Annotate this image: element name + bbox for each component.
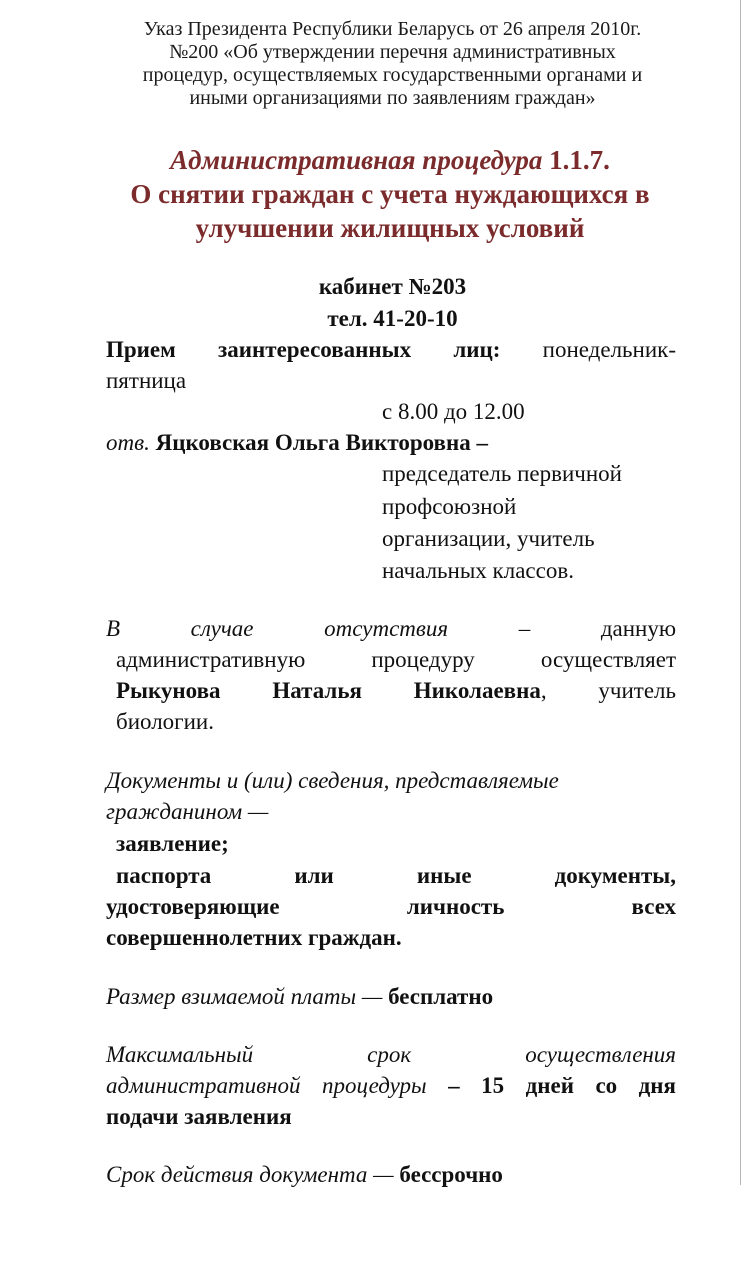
documents-item2-line3: совершеннолетних граждан. — [106, 925, 402, 950]
documents-word: личность — [406, 894, 505, 919]
responsible-role-line: профсоюзной — [382, 494, 517, 519]
responsible-prefix: отв. — [106, 430, 150, 455]
substitute-name-word: Николаевна — [413, 678, 541, 703]
procedure-title — [90, 143, 690, 245]
decree-line: процедур, осуществляемых государственными органами и — [142, 64, 643, 86]
term-line2 — [106, 1071, 676, 1101]
reception-label: Прием заинтересованных лиц: — [106, 337, 501, 362]
fee-line — [106, 982, 493, 1012]
absence-line2 — [116, 645, 676, 675]
term-line3: подачи заявления — [106, 1104, 292, 1129]
responsible-role-line: организации, учитель — [382, 526, 595, 551]
absence-word: осуществляет — [540, 647, 677, 672]
decree-line: №200 «Об утверждении перечня административных — [169, 41, 616, 63]
documents-word: паспорта — [116, 863, 212, 888]
absence-line4: биологии. — [116, 709, 214, 734]
responsible-name: Яцковская Ольга Викторовна – — [155, 430, 488, 455]
term-word: осуществления — [525, 1042, 677, 1067]
documents-word: документы, — [554, 863, 676, 888]
decree-line: иными организациями по заявлениям граждан» — [189, 87, 596, 109]
procedure-name-line1: О снятии граждан с учета нуждающихся в — [130, 179, 650, 209]
procedure-label: Административная процедура — [170, 145, 543, 175]
reception-hours: с 8.00 до 12.00 — [382, 399, 525, 424]
documents-item2-line1 — [116, 861, 676, 891]
substitute-role: , учитель — [540, 678, 677, 703]
office-number: кабинет №203 — [318, 274, 467, 299]
documents-word: иные — [416, 863, 472, 888]
term-label: административной процедуры — [106, 1073, 427, 1098]
absence-line1 — [106, 614, 676, 644]
absence-word: административную — [116, 647, 306, 672]
responsible-role-line: начальных классов. — [382, 558, 574, 583]
decree-reference — [100, 18, 685, 110]
documents-word: всех — [631, 894, 676, 919]
decree-line: Указ Президента Республики Беларусь от 26 апреля 2010г. — [143, 18, 642, 40]
documents-label-line1: Документы и (или) сведения, представляемые — [106, 768, 559, 793]
procedure-name-line2: улучшении жилищных условий — [195, 213, 585, 243]
absence-word: – — [518, 616, 531, 641]
documents-label-line2: гражданином — — [106, 799, 269, 824]
substitute-name-word: Наталья — [272, 678, 362, 703]
absence-word: данную — [600, 616, 677, 641]
substitute-name-word: Рыкунова — [116, 678, 221, 703]
documents-item2-line2 — [106, 892, 676, 922]
absence-word: отсутствия — [324, 616, 449, 641]
absence-word: случае — [190, 616, 254, 641]
validity-line — [106, 1160, 503, 1190]
procedure-title-line1 — [90, 143, 690, 177]
documents-item-application: заявление; — [116, 831, 229, 856]
documents-word: или — [294, 863, 334, 888]
term-value: – 15 дней со дня — [448, 1073, 677, 1098]
phone-number: тел. 41-20-10 — [327, 306, 458, 331]
absence-substitute-line — [116, 676, 676, 706]
absence-word: процедуру — [371, 647, 475, 672]
term-word: срок — [367, 1042, 412, 1067]
validity-value: бессрочно — [399, 1162, 503, 1187]
documents-word: удостоверяющие — [106, 894, 280, 919]
reception-days-part2: пятница — [106, 368, 187, 393]
validity-label: Срок действия документа — — [106, 1162, 394, 1187]
fee-label: Размер взимаемой платы — — [106, 984, 383, 1009]
reception-days-part1: понедельник- — [542, 337, 676, 362]
procedure-number: 1.1.7. — [549, 145, 610, 175]
substitute-last-name-group — [414, 678, 676, 703]
absence-word: В — [106, 616, 121, 641]
term-line1 — [106, 1040, 676, 1070]
page-edge-divider — [740, 0, 741, 1185]
responsible-person — [106, 428, 488, 458]
reception-line — [106, 335, 676, 365]
responsible-role-line: председатель первичной — [382, 461, 622, 486]
fee-value: бесплатно — [388, 984, 494, 1009]
term-word: Максимальный — [106, 1042, 254, 1067]
